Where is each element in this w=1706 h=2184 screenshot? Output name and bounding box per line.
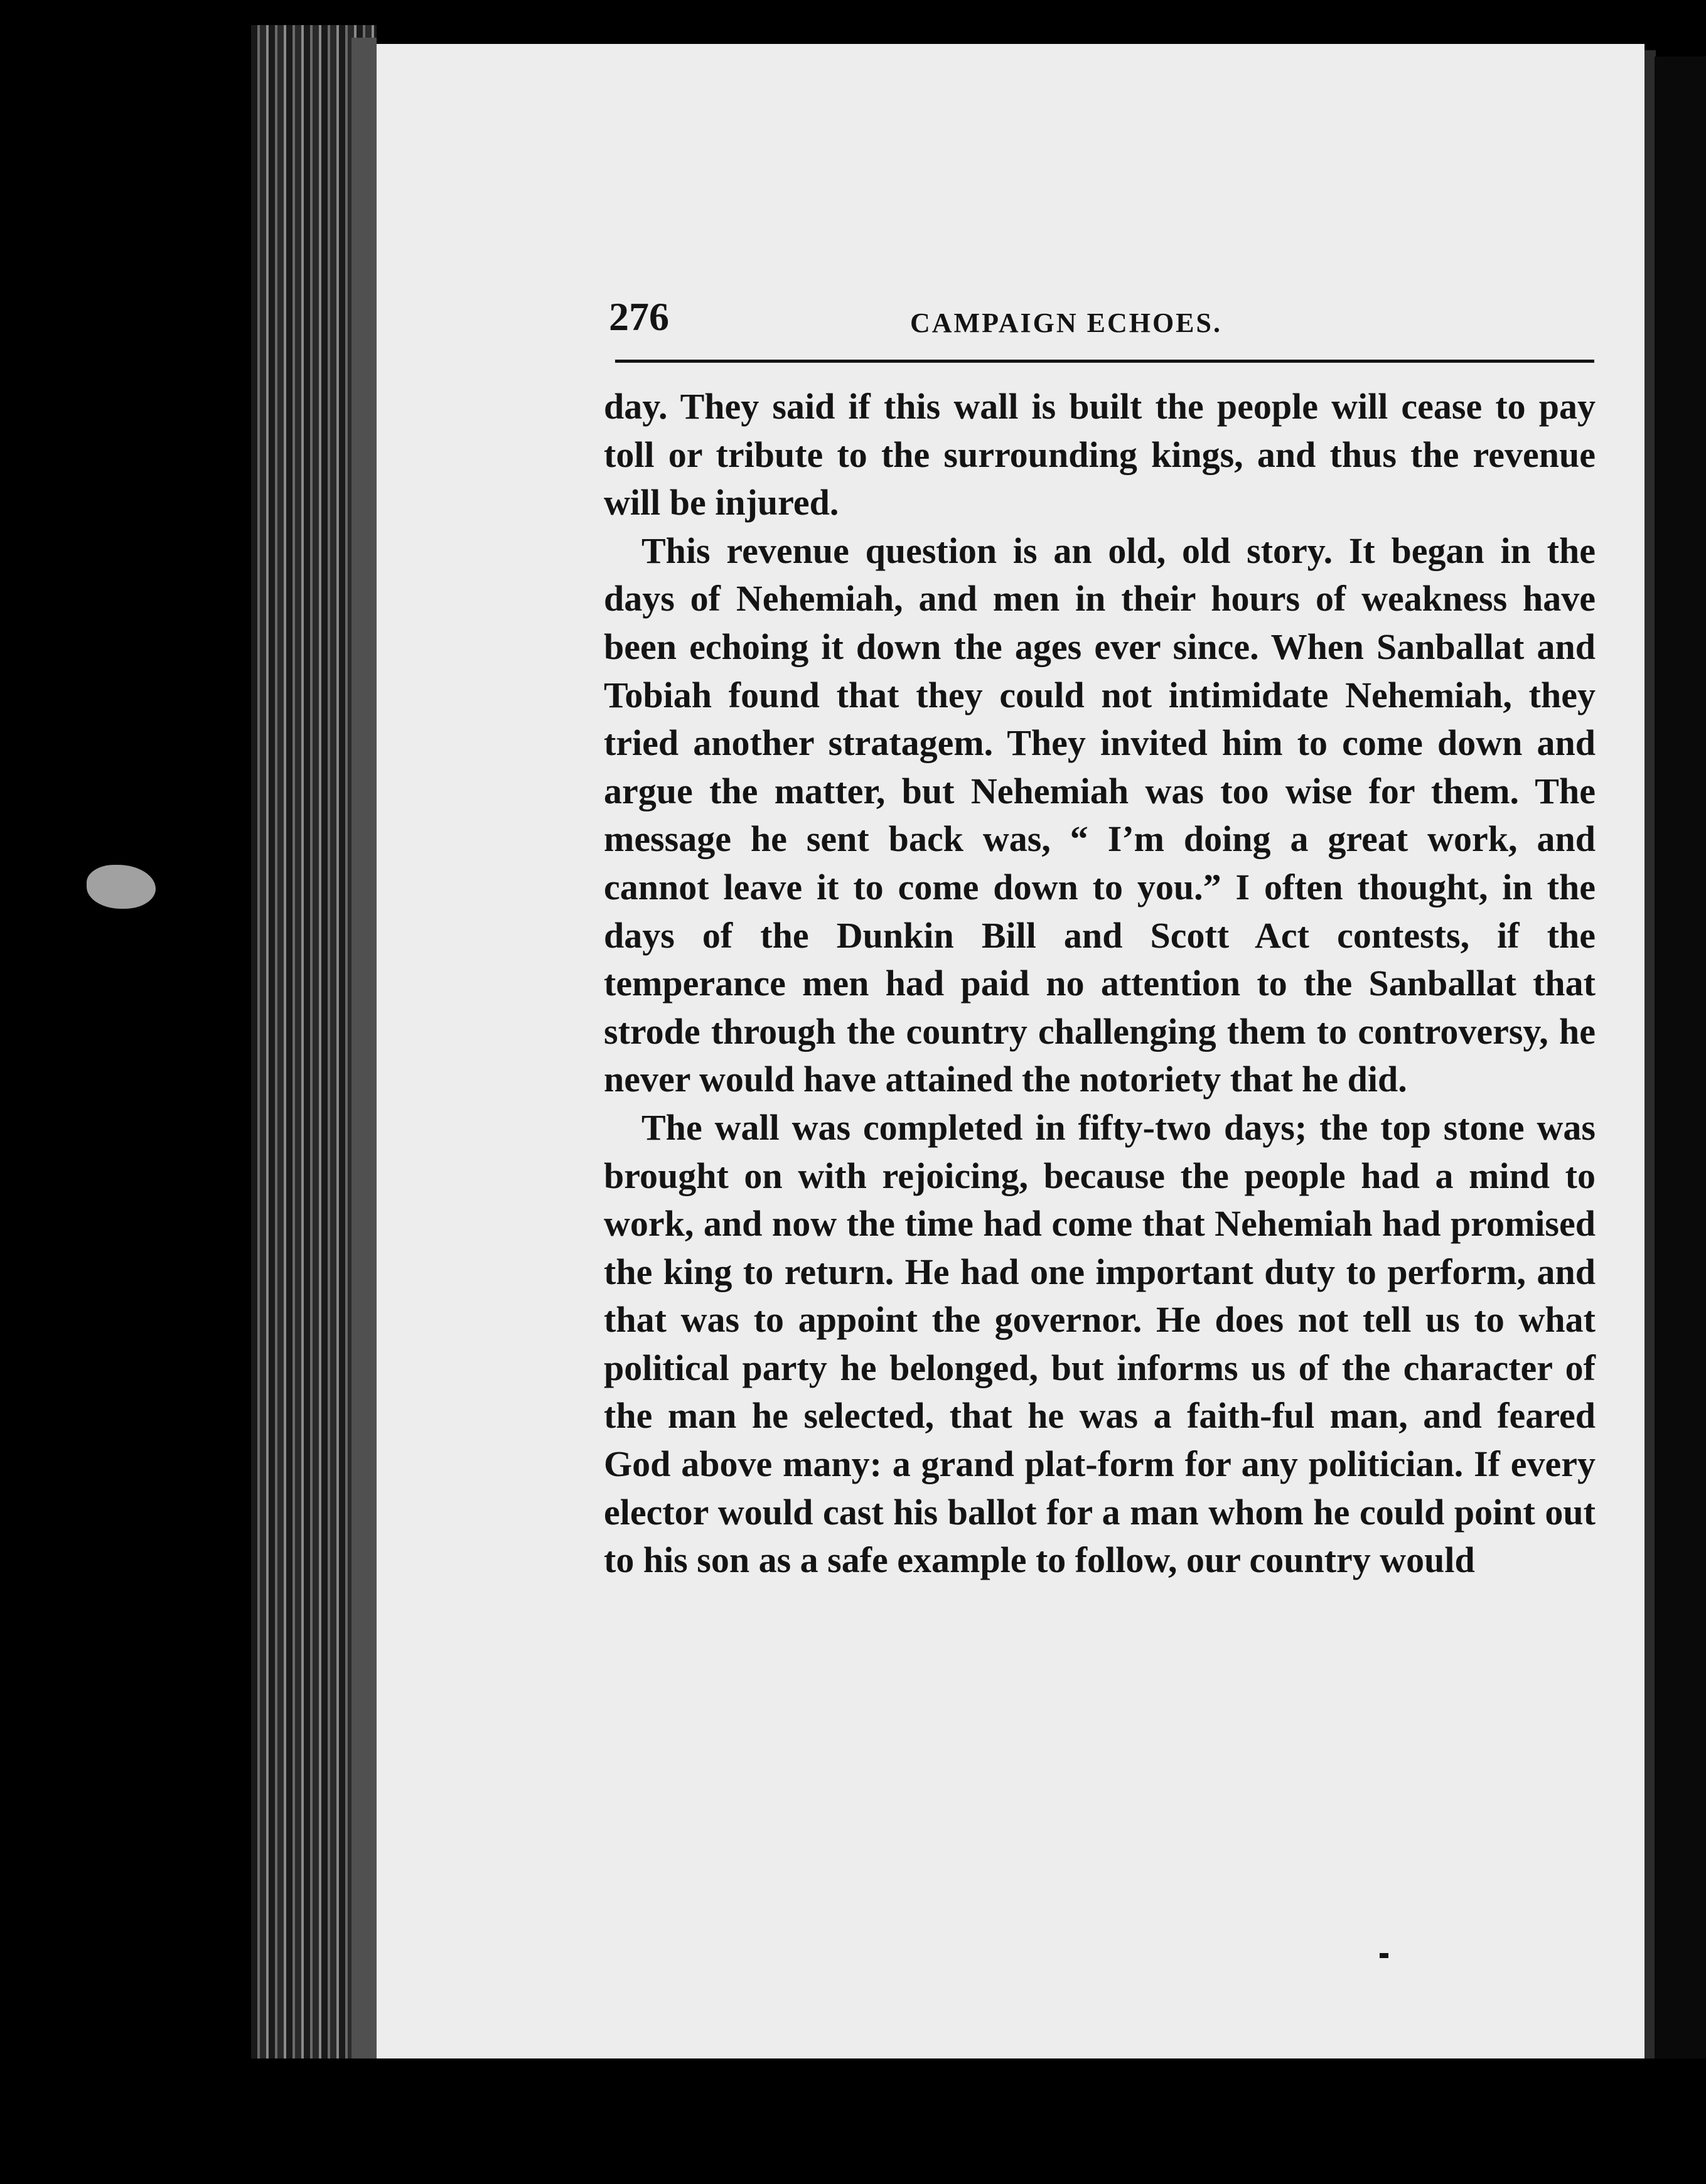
paragraph: The wall was completed in fifty-two days; the top stone was brought on with rejoicing, because the people had a mind to work, and now the time had come that Nehemiah had promised the king to return. He had one important duty to perform, and that was to appoint the governor. He does not tell us to what political party he belonged, but informs us of the character of the man he selected, that he was a faith-ful man, and feared God above many: a grand plat-form for any politician. If every elector would cast his ballot for a man whom he could point out to his son as a safe example to follow, our country would [604,1106,1596,1581]
margin-blot [87,865,156,909]
right-page-edge [1655,56,1706,2058]
page-number: 276 [609,294,669,339]
paragraph: This revenue question is an old, old story. It began in the days of Nehemiah, and men in their hours of weakness have been echoing it down the ages ever since. When Sanballat and Tobiah found that they could not intimidate Nehemiah, they tried another stratagem. They invited him to come down and argue the matter, but Nehemiah was too wise for them. The message he sent back was, “ I’m doing a great work, and cannot leave it to come down to you.” I often thought, in the days of the Dunkin Bill and Scott Act contests, if the temperance men had paid no attention to the Sanballat that strode through the country challenging them to controversy, he never would have attained the notoriety that he did. [604,530,1596,1100]
body-text [604,383,1596,1585]
header-rule [615,360,1594,363]
bottom-dash-mark [1380,1953,1388,1958]
book-spine-shadow [351,38,377,2058]
running-title: CAMPAIGN ECHOES. [910,308,1222,338]
running-head [609,282,1591,351]
paragraph: day. They said if this wall is built the people will cease to pay toll or tribute to the surrounding kings, and thus the revenue will be injured. [604,386,1596,523]
printed-page [377,44,1644,2058]
